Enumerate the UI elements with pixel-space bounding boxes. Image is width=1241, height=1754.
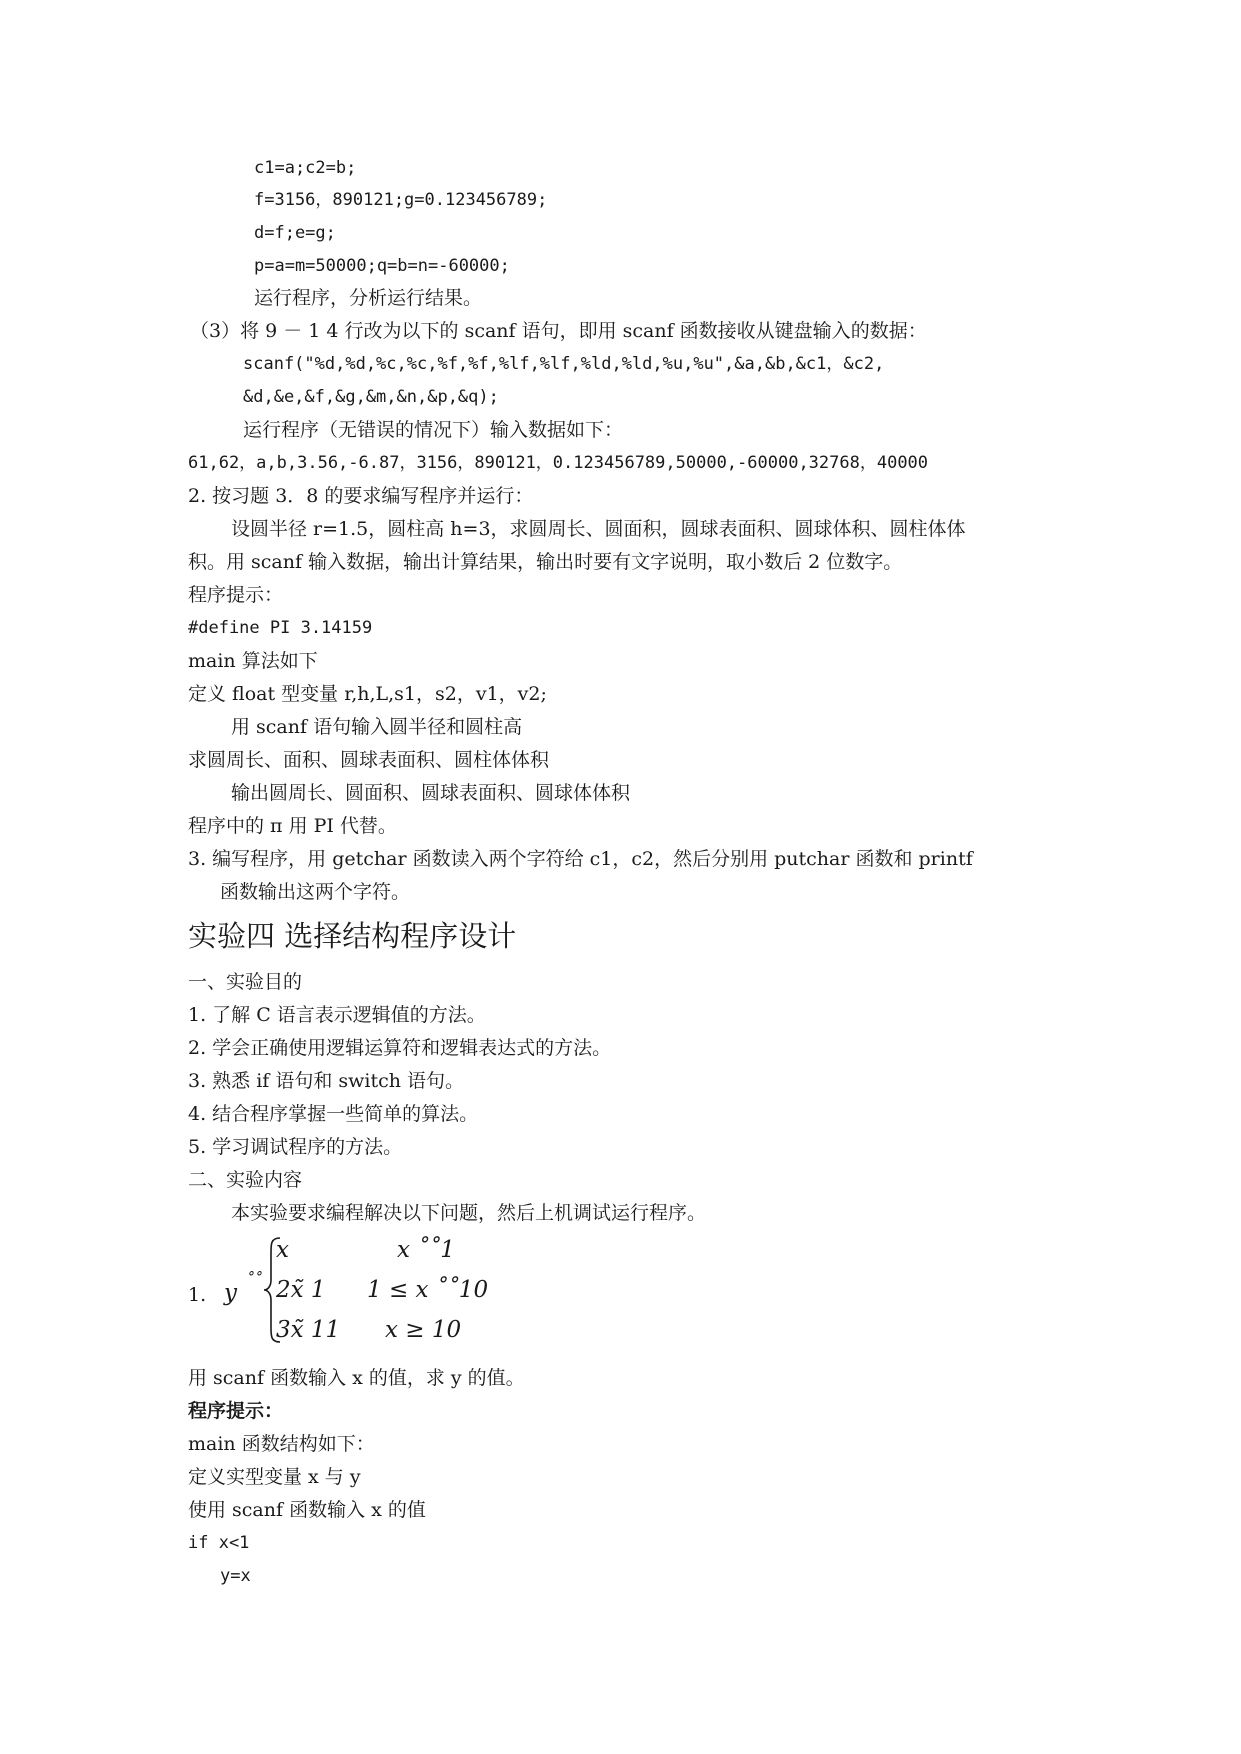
q2-hint: 程序提示： — [188, 584, 284, 606]
q2-pi: 程序中的 π 用 PI 代替。 — [188, 815, 397, 837]
code-line: p=a=m=50000;q=b=n=-60000; — [254, 256, 510, 276]
content-intro: 本实验要求编程解决以下问题，然后上机调试运行程序。 — [231, 1202, 707, 1224]
formula-number: 1. — [188, 1284, 207, 1306]
step3-input: 61,62，a,b,3.56,-6.87，3156，890121，0.123456789,50000,-60000,32768，40000 — [188, 453, 929, 473]
q2-desc-1: 设圆半径 r=1.5，圆柱高 h=3，求圆周长、圆面积，圆球表面积、圆球体积、圆柱体体 — [231, 518, 966, 540]
code-line: c1=a;c2=b; — [254, 158, 357, 178]
section-title: 实验四 选择结构程序设计 — [188, 919, 517, 953]
purpose-item: 2. 学会正确使用逻辑运算符和逻辑表达式的方法。 — [188, 1037, 612, 1059]
q2-desc-2: 积。用 scanf 输入数据，输出计算结果，输出时要有文字说明，取小数后 2 位数字。 — [188, 551, 903, 573]
q3-line-1: 3. 编写程序，用 getchar 函数读入两个字符给 c1，c2，然后分别用 putchar 函数和 printf — [188, 848, 973, 870]
code-line: d=f;e=g; — [254, 223, 336, 243]
formula-row-1-expr: x — [276, 1237, 289, 1263]
q2-input: 用 scanf 语句输入圆半径和圆柱高 — [231, 716, 523, 738]
q2-define: #define PI 3.14159 — [188, 618, 373, 638]
step3-run: 运行程序（无错误的情况下）输入数据如下： — [243, 419, 624, 441]
purpose-heading: 一、实验目的 — [188, 971, 303, 993]
hint-line: 使用 scanf 函数输入 x 的值 — [188, 1499, 426, 1521]
purpose-item: 4. 结合程序掌握一些简单的算法。 — [188, 1103, 479, 1125]
formula-row-2-cond: 1 ≤ x ˚˚10 — [367, 1277, 489, 1303]
hint-line: 定义实型变量 x 与 y — [188, 1466, 361, 1488]
hint-line: if x<1 — [188, 1533, 250, 1553]
hint-line: main 函数结构如下： — [188, 1433, 375, 1455]
formula-row-2-expr: 2x̃ 1 — [276, 1277, 326, 1303]
purpose-item: 3. 熟悉 if 语句和 switch 语句。 — [188, 1070, 465, 1092]
run-note: 运行程序，分析运行结果。 — [254, 287, 483, 309]
q2-title: 2. 按习题 3．8 的要求编写程序并运行： — [188, 485, 534, 507]
code-line: f=3156，890121;g=0.123456789; — [254, 190, 548, 210]
q2-calc: 求圆周长、面积、圆球表面积、圆柱体体积 — [188, 749, 550, 771]
step3-code-1: scanf("%d,%d,%c,%c,%f,%f,%lf,%lf,%ld,%ld,%u,%u",&a,&b,&c1，&c2, — [243, 354, 885, 374]
hint-line: y=x — [220, 1566, 251, 1586]
purpose-item: 1. 了解 C 语言表示逻辑值的方法。 — [188, 1004, 486, 1026]
purpose-item: 5. 学习调试程序的方法。 — [188, 1136, 403, 1158]
content-heading: 二、实验内容 — [188, 1169, 303, 1191]
q2-var: 定义 float 型变量 r,h,L,s1，s2，v1，v2; — [188, 683, 547, 705]
formula-relation: ˚˚ — [246, 1270, 262, 1289]
step3-title: （3）将 9 － 1 4 行改为以下的 scanf 语句，即用 scanf 函数接收从键盘输入的数据： — [190, 320, 927, 342]
formula-row-3-expr: 3x̃ 11 — [276, 1317, 341, 1343]
formula-lhs: y — [224, 1280, 237, 1306]
q2-output: 输出圆周长、圆面积、圆球表面积、圆球体体积 — [231, 782, 631, 804]
hint-heading: 程序提示： — [188, 1400, 284, 1422]
q2-main: main 算法如下 — [188, 650, 318, 672]
after-formula: 用 scanf 函数输入 x 的值，求 y 的值。 — [188, 1367, 525, 1389]
formula-row-3-cond: x ≥ 10 — [385, 1317, 462, 1343]
step3-code-2: &d,&e,&f,&g,&m,&n,&p,&q); — [243, 387, 499, 407]
q3-line-2: 函数输出这两个字符。 — [220, 881, 411, 903]
formula-row-1-cond: x ˚˚1 — [397, 1237, 455, 1263]
